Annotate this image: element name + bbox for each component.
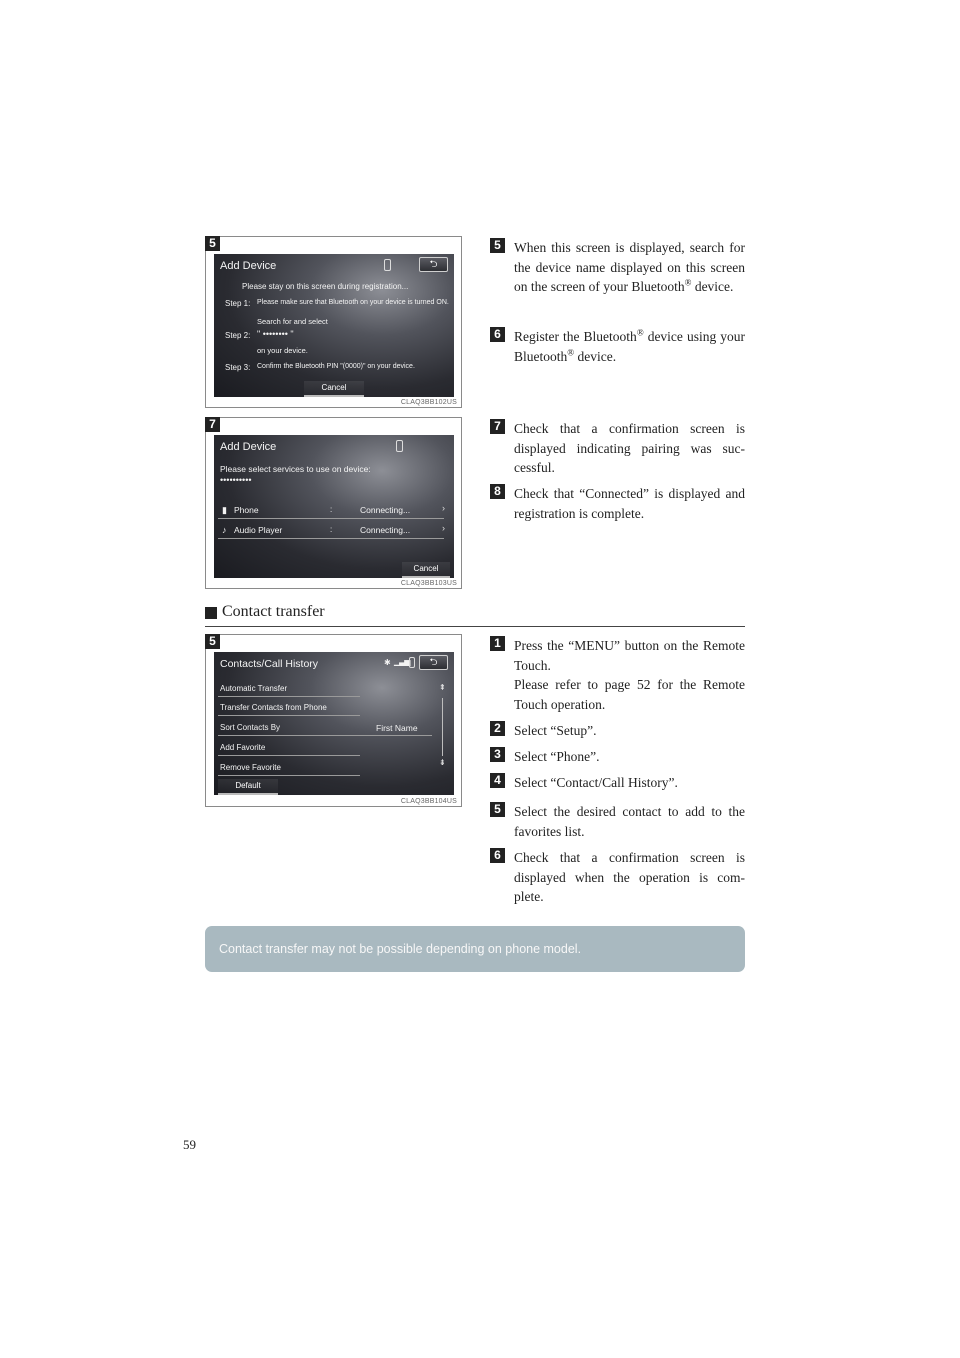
step3-text: Confirm the Bluetooth PIN "(0000)" on your device. [257, 363, 415, 370]
service-status-phone: Connecting... [360, 505, 411, 515]
step-text: Check that a confirmation screen is displayed when the operation is com-plete. [514, 850, 745, 904]
step-text: Register the Bluetooth® device using your Bluetooth® device. [514, 327, 745, 364]
scrollbar-track[interactable] [442, 698, 443, 756]
step-text: When this screen is displayed, search for the device name displayed on this screen on the screen of your Bluetooth® device. [514, 240, 745, 294]
menu-item-add-favorite[interactable]: Add Favorite [220, 743, 266, 752]
step-text: Press the “MENU” button on the Remote Touch. [514, 638, 745, 673]
scroll-down-icon[interactable]: ⇟ [439, 758, 446, 767]
sort-value: First Name [376, 723, 418, 733]
step-text: Check that “Connected” is displayed and registration is complete. [514, 486, 745, 521]
section-title: Contact transfer [222, 603, 325, 620]
step-text: Select “Setup”. [514, 723, 597, 738]
step2-label: Step 2: [225, 331, 251, 340]
cancel-button[interactable]: Cancel [402, 562, 450, 578]
device-name: •••••••••• [220, 475, 252, 485]
services-screen [214, 435, 454, 578]
step-text: Select “Contact/Call History”. [514, 775, 678, 790]
phone-icon [384, 259, 391, 271]
device-name-placeholder: " •••••••• " [257, 329, 294, 339]
contacts-screen [214, 652, 454, 795]
step-text: Check that a confirmation screen is displayed indicating pairing was suc-cessful. [514, 421, 745, 475]
screen-title: Contacts/Call History [220, 658, 319, 670]
cancel-button[interactable]: Cancel [304, 381, 364, 397]
menu-item-sort-contacts[interactable]: Sort Contacts By [220, 723, 281, 732]
figure-contacts-call-history [205, 634, 462, 807]
back-button[interactable]: ⮌ [419, 257, 448, 272]
row-divider [218, 538, 444, 539]
on-device-text: on your device. [257, 346, 308, 355]
figure-add-device-registration [205, 236, 462, 408]
service-sep: : [330, 525, 333, 534]
step1-text: Please make sure that Bluetooth on your device is turned ON. [257, 299, 449, 306]
search-text: Search for and select [257, 317, 328, 326]
menu-item-remove-favorite[interactable]: Remove Favorite [220, 763, 281, 772]
figure-add-device-services [205, 417, 462, 589]
menu-item-automatic-transfer[interactable]: Automatic Transfer [220, 684, 288, 693]
step1-label: Step 1: [225, 299, 251, 308]
add-device-screen [214, 254, 454, 397]
registration-header: Please stay on this screen during registration... [242, 282, 409, 291]
step-number: 8 [490, 484, 505, 499]
services-header: Please select services to use on device: [220, 464, 371, 474]
step-text: Select the desired contact to add to the favorites list. [514, 804, 745, 839]
figure-code: CLAQ3BB102US [400, 399, 457, 406]
step-number: 6 [490, 848, 505, 863]
screen-title: Add Device [220, 441, 277, 453]
square-bullet-icon [205, 607, 217, 619]
step-number: 1 [490, 636, 505, 651]
figure-code: CLAQ3BB103US [400, 580, 457, 587]
step-number: 7 [490, 419, 505, 434]
phone-service-icon: ▮ [222, 505, 227, 515]
step-number: 5 [490, 802, 505, 817]
row-divider [218, 696, 360, 697]
figure-badge: 7 [205, 417, 220, 432]
row-divider [218, 715, 360, 716]
step-number: 5 [490, 238, 505, 253]
step3-label: Step 3: [225, 363, 251, 372]
figure-badge: 5 [205, 236, 220, 251]
back-button[interactable]: ⮌ [419, 655, 448, 670]
chevron-right-icon[interactable]: › [442, 503, 445, 513]
row-divider [218, 518, 444, 519]
signal-icon: ▁▃▅ [394, 657, 410, 666]
phone-icon [396, 440, 403, 452]
music-note-icon: ♪ [222, 525, 227, 535]
note-box: Contact transfer may not be possible depending on phone model. [205, 926, 745, 972]
step-number: 4 [490, 773, 505, 788]
step-number: 3 [490, 747, 505, 762]
battery-icon [409, 657, 415, 668]
service-sep: : [330, 505, 333, 514]
page-number: 59 [183, 1137, 196, 1152]
step-subtext: Please refer to page 52 for the Remote Touch operation. [514, 677, 745, 712]
scroll-up-icon[interactable]: ⇞ [439, 683, 446, 692]
figure-code: CLAQ3BB104US [400, 798, 457, 805]
step-number: 6 [490, 327, 505, 342]
step-text: Select “Phone”. [514, 749, 600, 764]
service-name-audio[interactable]: Audio Player [234, 525, 283, 535]
chevron-right-icon[interactable]: › [442, 523, 445, 533]
row-divider [218, 755, 360, 756]
row-divider [218, 775, 360, 776]
service-status-audio: Connecting... [360, 525, 411, 535]
step-number: 2 [490, 721, 505, 736]
default-button[interactable]: Default [218, 779, 278, 795]
screen-title: Add Device [220, 260, 277, 272]
figure-badge: 5 [205, 634, 220, 649]
section-heading [205, 603, 745, 627]
row-divider [218, 735, 432, 736]
service-name-phone[interactable]: Phone [234, 505, 259, 515]
bluetooth-icon: ✱ [384, 658, 391, 667]
menu-item-transfer-contacts[interactable]: Transfer Contacts from Phone [220, 703, 327, 712]
